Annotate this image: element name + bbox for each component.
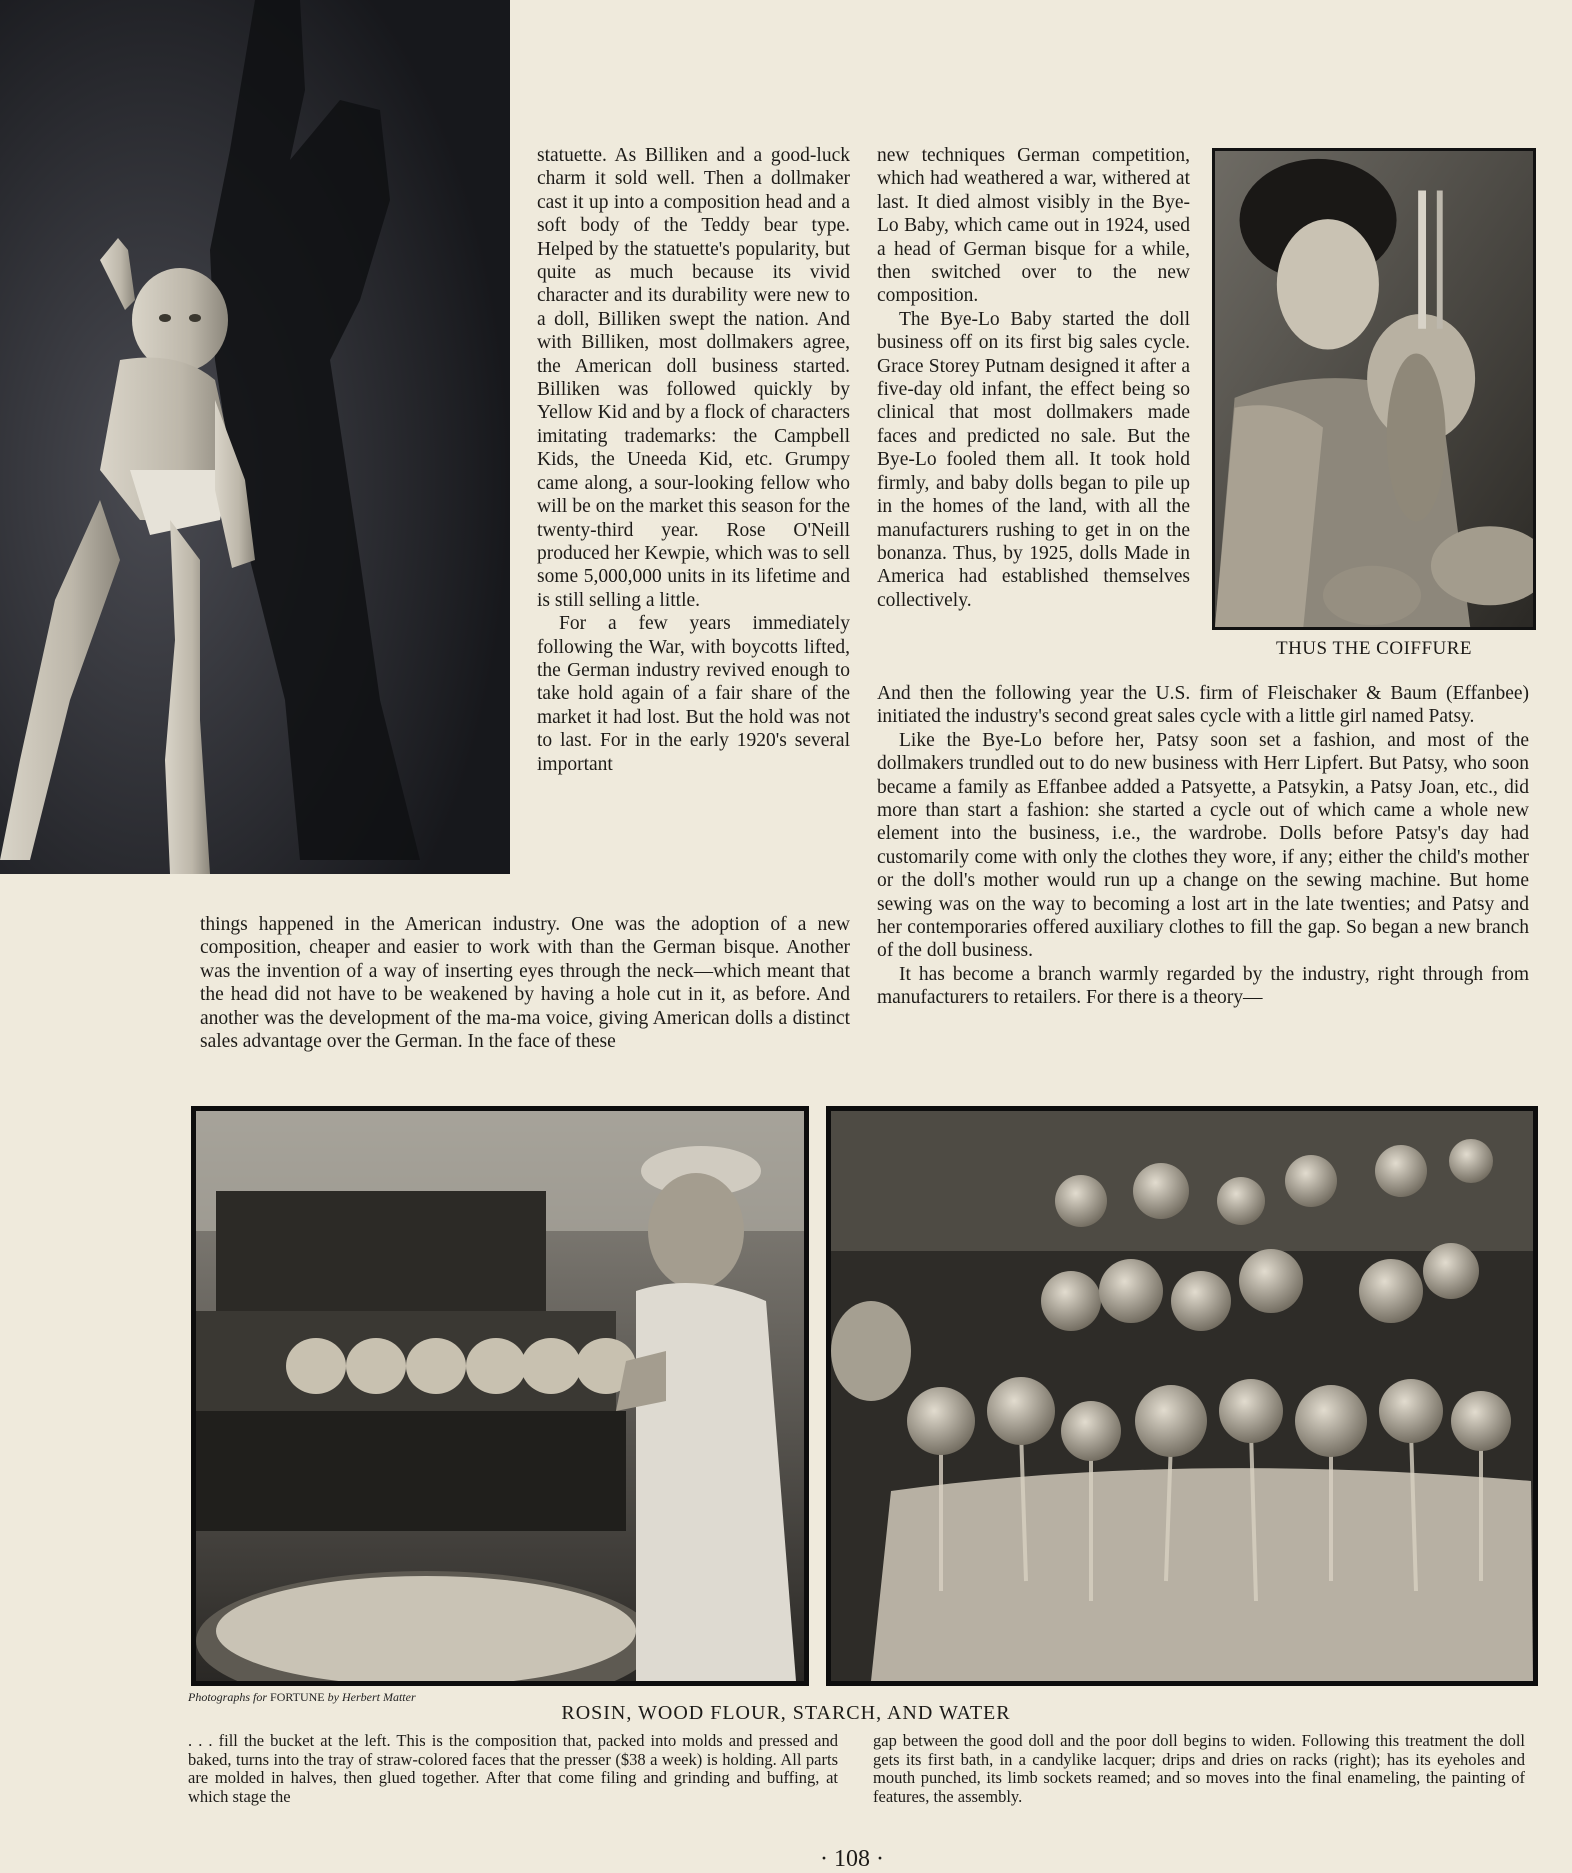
article-col1-para1: statuette. As Billiken and a good-luck charm it sold well. Then a dollmaker cast it up into a composition head and a soft body of the Teddy bear type. Helped by the statuette's popularity, but quite as much because its vivid character and its durability were new to a doll, Billiken swept the nation. And with Billiken, most dollmakers agree, the American doll business started. Billiken was followed quickly by Yellow Kid and by a flock of characters imitating trademarks: the Campbell Kids, the Uneeda Kid, etc. Grumpy came along, a sour-looking fellow who will be on the market this season for the twenty-third year. Rose O'Neill produced her Kewpie, which was to sell some 5,000,000 units in its lifetime and is still selling a little.	[537, 145, 850, 611]
photo-drying-racks	[826, 1106, 1538, 1686]
article-col2-para3: And then the following year the U.S. firm of Fleischaker & Baum (Effanbee) initiated the industry's second great sales cycle with a little girl named Patsy.	[877, 683, 1529, 728]
photo-doll-shadow	[0, 0, 510, 874]
drying-racks-illustration	[831, 1111, 1533, 1681]
credit-prefix: Photographs for	[188, 1690, 271, 1704]
bottom-caption-title: ROSIN, WOOD FLOUR, STARCH, AND WATER	[561, 1702, 1011, 1724]
article-col2-para1: new techniques German competition, which had weathered a war, withered at last. It died almost visibly in the Bye-Lo Baby, which came out in 1924, used a head of German bisque for a while, then switched over to the new composition.	[877, 145, 1190, 307]
coiffure-illustration	[1215, 151, 1533, 627]
photo-coiffure	[1212, 148, 1536, 630]
article-col1-continuation: things happened in the American industry. One was the adoption of a new composition, cheaper and easier to work with than the German bisque. Another was the invention of a way of inserting eyes through the neck—which meant that the head did not have to be weakened by having a hole cut in it, as before. And another was the development of the ma-ma voice, giving American dolls a distinct sales advantage over the German. In the face of these	[200, 914, 850, 1053]
article-column-2	[877, 144, 1190, 612]
coiffure-caption: THUS THE COIFFURE	[1275, 638, 1473, 659]
credit-magazine: FORTUNE	[270, 1690, 325, 1704]
doll-shadow-illustration	[0, 0, 510, 874]
presser-illustration	[196, 1111, 804, 1681]
bottom-caption-right: gap between the good doll and the poor doll begins to widen. Following this treatment the doll gets its first bath, in a candylike lacquer; drips and dries on racks (right); has its eyeholes and mouth punched, its limb sockets reamed; and so moves into the final enameling, the painting of features, the assembly.	[873, 1731, 1525, 1806]
bottom-caption-left: . . . fill the bucket at the left. This is the composition that, packed into molds and pressed and baked, turns into the tray of straw-colored faces that the presser ($38 a week) is holding. All parts are molded in halves, then glued together. After that come filing and grinding and buffing, at which stage the	[188, 1731, 838, 1806]
article-col2-para4: Like the Bye-Lo before her, Patsy soon set a fashion, and most of the dollmakers trundled out to do new business with Herr Lipfert. But Patsy, who soon became a family as Effanbee added a Patsyette, a Patsykin, a Patsy Joan, etc., did more than start a fashion: she started a cycle out of which came a whole new element into the business, i.e., the wardrobe. Dolls before Patsy's day had customarily come with only the clothes they wore, if any; either the child's mother or the doll's mother would run up a change on the sewing machine. But home sewing was on the way to becoming a lost art in the late twenties; and Patsy and her contemporaries offered auxiliary clothes to fill the gap. So began a new branch of the doll business.	[877, 729, 1529, 962]
photo-presser	[191, 1106, 809, 1686]
article-col1-para2: For a few years immediately following the War, with boycotts lifted, the German industry revived enough to take hold again of a fair share of the market it had lost. But the hold was not to last. For in the early 1920's several important	[537, 613, 850, 775]
credit-suffix: by Herbert Matter	[324, 1690, 416, 1704]
article-column-1-wide	[200, 913, 850, 1053]
article-column-2-wide	[877, 682, 1529, 1010]
article-column-1	[537, 144, 850, 776]
page-number: · 108 ·	[820, 1846, 884, 1872]
article-col2-para5: It has become a branch warmly regarded by the industry, right through from manufacturers to retailers. For there is a theory—	[877, 963, 1529, 1009]
article-col2-para2: The Bye-Lo Baby started the doll business off on its first big sales cycle. Grace Storey Putnam designed it after a five-day old infant, the effect being so clinical that most dollmakers made faces and predicted no sale. But the Bye-Lo fooled them all. It took hold firmly, and baby dolls began to pile up in the homes of the land, with all the manufacturers rushing to get in on the bonanza. Thus, by 1925, dolls Made in America had established themselves collectively.	[877, 308, 1190, 611]
